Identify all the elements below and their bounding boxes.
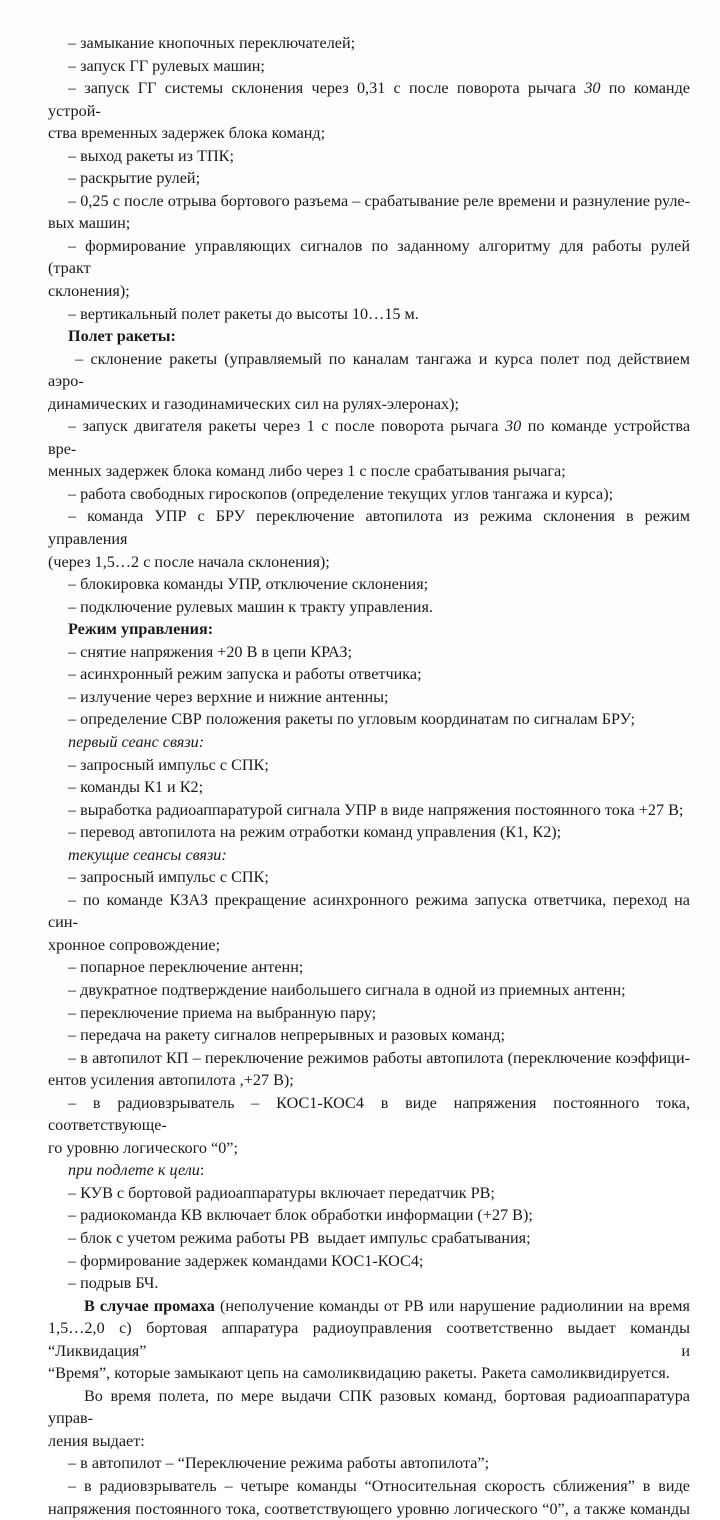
paragraph-subheading-italic: [48, 731, 690, 754]
text-line: [48, 32, 690, 55]
paragraph-list-item: [48, 708, 690, 731]
line-indent: [48, 303, 68, 326]
line-indent: [48, 1182, 68, 1205]
paragraph-list-item: [48, 348, 690, 416]
line-indent: [48, 235, 68, 258]
italic-run: 30: [584, 79, 601, 98]
text-run: – в автопилот – “Переключение режима работы автопилота”;: [68, 1454, 490, 1473]
paragraph-list-item: [48, 415, 690, 483]
paragraph-list-item: [48, 235, 690, 303]
text-line: [48, 731, 690, 754]
text-line: [48, 1047, 690, 1070]
line-indent: [48, 1295, 84, 1318]
text-run: хронное сопровождение;: [48, 935, 221, 954]
text-run: по команде устрой-: [48, 79, 690, 120]
paragraph-list-item: [48, 1182, 690, 1205]
text-line: [48, 77, 690, 122]
paragraph-list-item: [48, 754, 690, 777]
text-run: менных задержек блока команд либо через 1 с после срабатывания рычага;: [48, 462, 566, 481]
text-line: [48, 641, 690, 664]
text-line: [48, 1452, 690, 1475]
paragraph-list-item: [48, 55, 690, 78]
text-line: [48, 1092, 690, 1137]
italic-run: первый сеанс связи:: [68, 732, 205, 751]
paragraph-list-item: [48, 1452, 690, 1475]
text-line: [48, 145, 690, 168]
paragraph-list-item: [48, 1092, 690, 1160]
line-indent: [48, 190, 68, 213]
paragraph-list-item: [48, 686, 690, 709]
text-line: [48, 1385, 690, 1430]
paragraph-list-item: [48, 1272, 690, 1295]
text-line: [48, 303, 690, 326]
text-line: [48, 1317, 690, 1362]
text-run: – асинхронный режим запуска и работы ответчика;: [68, 665, 422, 684]
line-indent: [48, 956, 68, 979]
line-indent: [48, 641, 68, 664]
text-run: напряжения постоянного тока, соответствующего уровню логического “0”, а также команды: [48, 1499, 690, 1518]
text-run: – передача на ракету сигналов непрерывных и разовых команд;: [68, 1026, 506, 1045]
text-run: – запуск ГГ системы склонения через 0,31 с после поворота рычага: [68, 79, 585, 98]
text-line: [48, 415, 690, 460]
text-line: [48, 460, 690, 483]
text-line: [48, 776, 690, 799]
paragraph-list-item: [48, 596, 690, 619]
paragraph-body-paragraph: [48, 1385, 690, 1453]
text-run: – блокировка команды УПР, отключение склонения;: [68, 575, 429, 594]
text-line: [48, 1002, 690, 1025]
text-run: – в автопилот КП – переключение режимов работы автопилота (переключение коэффици-: [68, 1048, 690, 1067]
text-run: Во время полета, по мере выдачи СПК разовых команд, бортовая радиоаппаратура управ-: [48, 1386, 690, 1428]
text-line: [48, 235, 690, 280]
text-run: – КУВ с бортовой радиоаппаратуры включает передатчик РВ;: [68, 1183, 495, 1202]
paragraph-body-paragraph: [48, 1295, 690, 1385]
text-run: – в радиовзрыватель – КОС1-КОС4 в виде напряжения постоянного тока, соответствующе-: [48, 1093, 690, 1135]
line-indent: [48, 731, 68, 754]
text-run: – снятие напряжения +20 В в цепи КРАЗ;: [68, 642, 352, 661]
text-line: [48, 1250, 690, 1273]
bold-run: В случае промаха: [84, 1296, 215, 1315]
paragraph-list-item: [48, 1250, 690, 1273]
line-indent: [48, 1272, 68, 1295]
text-line: [48, 934, 690, 957]
line-indent: [48, 1159, 68, 1182]
line-indent: [48, 325, 68, 348]
text-run: – переключение приема на выбранную пару;: [68, 1003, 377, 1022]
line-indent: [48, 348, 68, 371]
paragraph-subheading-italic: [48, 1159, 690, 1182]
text-line: [48, 1295, 690, 1318]
text-run: – по команде КЗАЗ прекращение асинхронного режима запуска ответчика, переход на син-: [48, 890, 690, 932]
text-line: [48, 596, 690, 619]
line-indent: [48, 1002, 68, 1025]
text-run: – вертикальный полет ракеты до высоты 10…15 м.: [68, 304, 419, 323]
paragraph-list-item: [48, 821, 690, 844]
text-run: склонения);: [48, 282, 130, 301]
text-run: – подключение рулевых машин к тракту управления.: [68, 597, 433, 616]
paragraph-list-item: [48, 956, 690, 979]
text-run: – замыкание кнопочных переключателей;: [68, 34, 356, 52]
text-run: – подрыв БЧ.: [68, 1274, 159, 1293]
text-line: [48, 551, 690, 574]
line-indent: [48, 483, 68, 506]
line-indent: [48, 1204, 68, 1227]
text-line: [48, 167, 690, 190]
text-run: – команда УПР с БРУ переключение автопилота из режима склонения в режим управления: [48, 507, 690, 549]
line-indent: [48, 866, 68, 889]
text-run: (неполучение команды от РВ или нарушение радиолинии на время: [214, 1296, 690, 1315]
text-line: [48, 618, 690, 641]
text-run: – в радиовзрыватель – четыре команды “Относительная скорость сближения” в виде: [68, 1477, 690, 1495]
text-line: [48, 663, 690, 686]
line-indent: [48, 776, 68, 799]
text-line: [48, 280, 690, 303]
text-line: [48, 708, 690, 731]
paragraph-list-item: [48, 1002, 690, 1025]
paragraph-list-item: [48, 303, 690, 326]
text-run: – склонение ракеты (управляемый по каналам тангажа и курса полет под действием аэро-: [48, 349, 690, 391]
line-indent: [48, 167, 68, 190]
paragraph-list-item: [48, 979, 690, 1002]
paragraph-heading: [48, 325, 690, 348]
text-run: динамических и газодинамических сил на рулях-элеронах);: [48, 394, 460, 413]
line-indent: [48, 821, 68, 844]
text-run: ления выдает:: [48, 1431, 145, 1450]
paragraph-list-item: [48, 505, 690, 573]
text-line: [48, 190, 690, 213]
paragraph-list-item: [48, 1024, 690, 1047]
text-line: [48, 844, 690, 867]
line-indent: [48, 1385, 84, 1408]
paragraph-list-item: [48, 866, 690, 889]
text-run: по команде устройства вре-: [48, 417, 690, 458]
text-run: – перевод автопилота на режим отработки команд управления (К1, К2);: [68, 823, 562, 842]
italic-run: текущие сеансы связи:: [68, 845, 227, 864]
line-indent: [48, 1024, 68, 1047]
line-indent: [48, 1475, 68, 1498]
text-line: [48, 1475, 690, 1498]
text-line: [48, 889, 690, 934]
text-run: – запуск двигателя ракеты через 1 с после поворота рычага: [68, 417, 506, 436]
line-indent: [48, 686, 68, 709]
line-indent: [48, 1250, 68, 1273]
text-run: – попарное переключение антенн;: [68, 958, 304, 977]
text-run: – выработка радиоаппаратурой сигнала УПР в виде напряжения постоянного тока +27 В;: [68, 800, 684, 819]
line-indent: [48, 596, 68, 619]
paragraph-list-item: [48, 167, 690, 190]
text-run: вых машин;: [48, 214, 131, 233]
text-line: [48, 686, 690, 709]
paragraph-list-item: [48, 483, 690, 506]
text-line: [48, 1430, 690, 1453]
line-indent: [48, 415, 68, 438]
text-run: – запросный импульс с СПК;: [68, 755, 269, 774]
text-run: 1,5…2,0 с) бортовая аппаратура радиоуправления соответственно выдает команды “Ликвидация” и: [48, 1319, 690, 1360]
paragraph-list-item: [48, 799, 690, 822]
italic-run: 30: [505, 417, 522, 436]
paragraph-list-item: [48, 663, 690, 686]
paragraph-list-item: [48, 573, 690, 596]
paragraph-list-item: [48, 1047, 690, 1092]
line-indent: [48, 844, 68, 867]
text-line: [48, 325, 690, 348]
text-line: [48, 505, 690, 550]
document-text-column: [48, 32, 690, 1520]
line-indent: [48, 799, 68, 822]
text-run: (через 1,5…2 с после начала склонения);: [48, 552, 330, 571]
italic-run: при подлете к цели: [68, 1161, 200, 1180]
text-run: “Время”, которые замыкают цепь на самоликвидацию ракеты. Ракета самоликвидируется.: [48, 1364, 670, 1383]
text-run: – 0,25 с после отрыва бортового разъема – срабатывание реле времени и разнуление руле-: [68, 191, 690, 210]
text-line: [48, 573, 690, 596]
text-run: – излучение через верхние и нижние антенны;: [68, 687, 389, 706]
text-line: [48, 1498, 690, 1520]
paragraph-list-item: [48, 1204, 690, 1227]
text-run: – радиокоманда КВ включает блок обработки информации (+27 В);: [68, 1206, 533, 1225]
line-indent: [48, 708, 68, 731]
text-line: [48, 1204, 690, 1227]
text-run: – формирование задержек командами КОС1-КОС4;: [68, 1251, 424, 1270]
text-line: [48, 956, 690, 979]
text-line: [48, 821, 690, 844]
paragraph-list-item: [48, 145, 690, 168]
line-indent: [48, 1227, 68, 1250]
text-line: [48, 1024, 690, 1047]
text-run: – двукратное подтверждение наибольшего сигнала в одной из приемных антенн;: [68, 980, 626, 999]
text-line: [48, 348, 690, 393]
text-run: – выход ракеты из ТПК;: [68, 146, 234, 165]
text-line: [48, 1227, 690, 1250]
paragraph-list-item: [48, 776, 690, 799]
text-run: ентов усиления автопилота ,+27 В);: [48, 1071, 294, 1090]
text-line: [48, 866, 690, 889]
line-indent: [48, 618, 68, 641]
bold-run: Режим управления:: [68, 620, 214, 639]
line-indent: [48, 55, 68, 78]
paragraph-list-item: [48, 32, 690, 55]
text-run: :: [199, 1161, 205, 1180]
paragraph-subheading-italic: [48, 844, 690, 867]
text-run: – блок с учетом режима работы РВ выдает импульс срабатывания;: [68, 1228, 531, 1247]
line-indent: [48, 32, 68, 55]
paragraph-list-item: [48, 889, 690, 957]
text-run: – запросный импульс с СПК;: [68, 868, 269, 887]
text-run: – определение СВР положения ракеты по угловым координатам по сигналам БРУ;: [68, 710, 636, 729]
line-indent: [48, 1047, 68, 1070]
paragraph-list-item: [48, 190, 690, 235]
line-indent: [48, 1092, 68, 1115]
text-line: [48, 122, 690, 145]
line-indent: [48, 889, 68, 912]
text-line: [48, 55, 690, 78]
text-line: [48, 1182, 690, 1205]
text-line: [48, 979, 690, 1002]
line-indent: [48, 77, 68, 100]
line-indent: [48, 505, 68, 528]
text-line: [48, 1159, 690, 1182]
text-line: [48, 212, 690, 235]
line-indent: [48, 1452, 68, 1475]
text-line: [48, 483, 690, 506]
text-run: – формирование управляющих сигналов по заданному алгоритму для работы рулей (тракт: [48, 236, 690, 278]
line-indent: [48, 754, 68, 777]
text-line: [48, 1272, 690, 1295]
text-run: ства временных задержек блока команд;: [48, 124, 326, 143]
text-line: [48, 1137, 690, 1160]
line-indent: [48, 573, 68, 596]
text-line: [48, 1362, 690, 1385]
line-indent: [48, 663, 68, 686]
text-line: [48, 1069, 690, 1092]
paragraph-list-item: [48, 1475, 690, 1520]
paragraph-list-item: [48, 77, 690, 145]
text-line: [48, 754, 690, 777]
text-run: – команды К1 и К2;: [68, 778, 204, 797]
text-run: – раскрытие рулей;: [68, 169, 201, 188]
text-run: – запуск ГГ рулевых машин;: [68, 56, 265, 75]
bold-run: Полет ракеты:: [68, 327, 176, 346]
paragraph-list-item: [48, 1227, 690, 1250]
line-indent: [48, 145, 68, 168]
text-line: [48, 799, 690, 822]
text-line: [48, 393, 690, 416]
paragraph-heading: [48, 618, 690, 641]
paragraph-list-item: [48, 641, 690, 664]
line-indent: [48, 979, 68, 1002]
text-run: го уровню логического “0”;: [48, 1138, 238, 1157]
text-run: – работа свободных гироскопов (определение текущих углов тангажа и курса);: [68, 484, 614, 503]
